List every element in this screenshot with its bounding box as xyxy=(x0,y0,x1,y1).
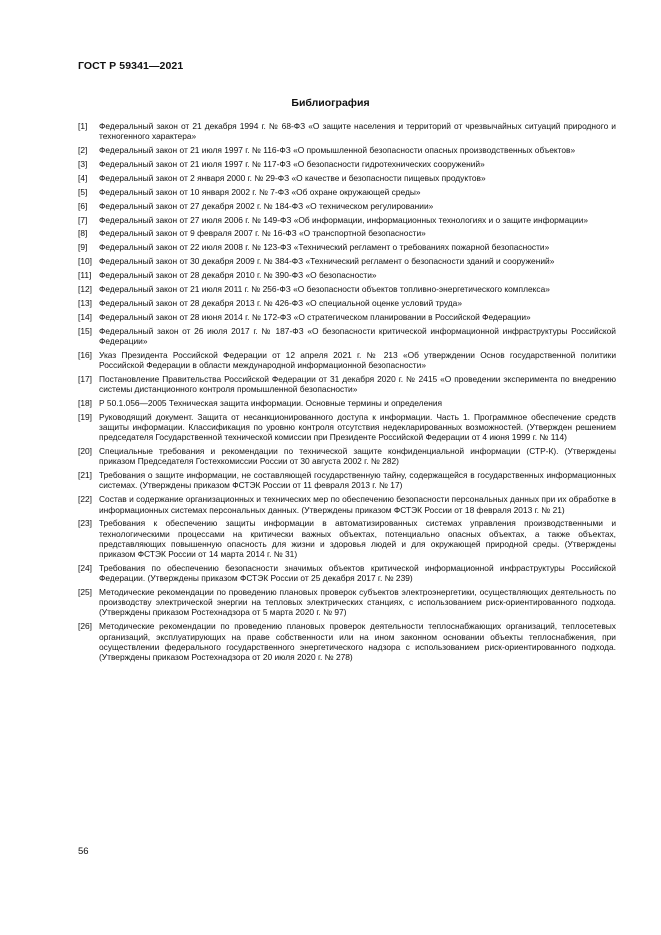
bibliography-list xyxy=(78,121,616,666)
entry-text: Специальные требования и рекомендации по технической защите конфиденциальной информации (СТР-К). (Утверждены приказом Председателя Гостехкомиссии России от 30 августа 2002 г. № 282) xyxy=(99,446,616,467)
entry-text: Федеральный закон от 21 декабря 1994 г. № 68-ФЗ «О защите населения и территорий от чрезвычайных ситуаций природного и техногенного характера» xyxy=(99,121,616,142)
entry-number: [1] xyxy=(78,121,88,131)
bibliography-entry-6 xyxy=(78,201,616,211)
entry-number: [10] xyxy=(78,256,92,267)
page-title: Библиография xyxy=(291,97,370,109)
page-number: 56 xyxy=(78,846,89,857)
entry-text: Требования по обеспечению безопасности значимых объектов критической информационной инфраструктуры Российской Федерации. (Утверждены приказом ФСТЭК России от 25 декабря 2017 г. № 239) xyxy=(99,562,616,584)
bibliography-entry-16 xyxy=(78,350,616,370)
entry-text: Методические рекомендации по проведению плановых проверок субъектов электроэнергетики, осуществляющих деятельность по производству электрической энергии на тепловых электрических станциях, с использованием риск-ориентированного подхода. (Утверждены приказом Ростехнадзора от 5 марта 2020 г. № 97) xyxy=(99,587,616,618)
entry-number: [25] xyxy=(78,587,92,598)
entry-number: [4] xyxy=(78,172,88,183)
bibliography-entry-17 xyxy=(78,374,616,394)
entry-number: [11] xyxy=(78,270,92,281)
bibliography-entry-24 xyxy=(78,563,616,583)
entry-text: Федеральный закон от 27 декабря 2002 г. № 184-ФЗ «О техническом регулировании» xyxy=(99,200,434,211)
entry-number: [18] xyxy=(78,397,92,408)
bibliography-entry-10 xyxy=(78,256,616,266)
entry-text: Р 50.1.056—2005 Техническая защита информации. Основные термины и определения xyxy=(99,397,443,408)
entry-number: [12] xyxy=(78,284,92,294)
entry-number: [15] xyxy=(78,325,92,336)
bibliography-entry-23 xyxy=(78,518,616,559)
entry-number: [6] xyxy=(78,200,88,211)
bibliography-entry-11 xyxy=(78,270,616,280)
bibliography-entry-12 xyxy=(78,284,616,294)
bibliography-entry-15 xyxy=(78,326,616,346)
entry-text: Руководящий документ. Защита от несанкционированного доступа к информации. Часть 1. Программное обеспечение средств защиты информации. Классификация по уровню контроля отсутствия недекларированных возможностей. (Утвержден решением председателя Государственной технической комиссии при Президенте Российской Федерации от 4 июня 1999 г. № 114) xyxy=(99,411,616,443)
entry-number: [16] xyxy=(78,349,92,360)
entry-text: Требования о защите информации, не составляющей государственную тайну, содержащейся в государственных информационных системах. (Утверждены приказом ФСТЭК России от 11 февраля 2013 г. № 17) xyxy=(99,470,616,491)
bibliography-entry-1 xyxy=(78,121,616,141)
entry-number: [19] xyxy=(78,411,92,422)
entry-text: Федеральный закон от 26 июля 2017 г. № 187-ФЗ «О безопасности критической информационной инфраструктуры Российской Федерации» xyxy=(99,325,616,346)
bibliography-entry-21 xyxy=(78,470,616,490)
entry-text: Федеральный закон от 9 февраля 2007 г. № 16-ФЗ «О транспортной безопасности» xyxy=(99,228,426,239)
bibliography-entry-7 xyxy=(78,215,616,225)
entry-text: Федеральный закон от 2 января 2000 г. № 29-ФЗ «О качестве и безопасности пищевых продуктов» xyxy=(99,172,486,183)
bibliography-entry-18 xyxy=(78,398,616,408)
entry-number: [5] xyxy=(78,186,88,197)
entry-number: [7] xyxy=(78,214,88,225)
bibliography-entry-20 xyxy=(78,446,616,466)
entry-text: Федеральный закон от 28 июня 2014 г. № 172-ФЗ «О стратегическом планировании в Российской Федерации» xyxy=(99,311,531,322)
entry-number: [21] xyxy=(78,470,92,481)
entry-number: [2] xyxy=(78,145,88,156)
entry-text: Федеральный закон от 28 декабря 2010 г. № 390-ФЗ «О безопасности» xyxy=(99,270,377,281)
entry-text: Федеральный закон от 22 июля 2008 г. № 123-ФЗ «Технический регламент о требованиях пожарной безопасности» xyxy=(99,242,550,253)
entry-text: Требования к обеспечению защиты информации в автоматизированных системах управления производственными и технологическими процессами на критически важных объектах, потенциально опасных объектах, а также объектах, представляющих повышенную опасность для жизни и здоровья людей и для окружающей природной среды. (Утверждены приказом ФСТЭК России от 14 марта 2014 г. № 31) xyxy=(99,518,616,560)
entry-text: Федеральный закон от 10 января 2002 г. № 7-ФЗ «Об охране окружающей среды» xyxy=(99,186,421,197)
entry-number: [24] xyxy=(78,562,92,573)
bibliography-entry-22 xyxy=(78,494,616,514)
entry-text: Федеральный закон от 21 июля 1997 г. № 117-ФЗ «О безопасности гидротехнических сооружений» xyxy=(99,158,485,169)
entry-number: [17] xyxy=(78,373,92,384)
entry-text: Федеральный закон от 21 июля 2011 г. № 256-ФЗ «О безопасности объектов топливно-энергетического комплекса» xyxy=(99,284,550,294)
bibliography-entry-4 xyxy=(78,173,616,183)
entry-text: Постановление Правительства Российской Федерации от 31 декабря 2020 г. № 2415 «О проведении эксперимента по внедрению системы дистанционного контроля промышленной безопасности» xyxy=(99,373,616,395)
entry-text: Федеральный закон от 21 июля 1997 г. № 116-ФЗ «О промышленной безопасности опасных производственных объектов» xyxy=(99,145,576,156)
bibliography-entry-8 xyxy=(78,228,616,238)
entry-number: [22] xyxy=(78,494,92,505)
entry-number: [13] xyxy=(78,297,92,308)
bibliography-entry-3 xyxy=(78,159,616,169)
bibliography-entry-5 xyxy=(78,187,616,197)
entry-number: [26] xyxy=(78,621,92,632)
entry-text: Указ Президента Российской Федерации от 12 апреля 2021 г. № 213 «Об утверждении Основ государственной политики Российской Федерации в области международной информационной безопасности» xyxy=(99,349,616,370)
entry-number: [8] xyxy=(78,228,88,239)
bibliography-entry-26 xyxy=(78,621,616,662)
bibliography-entry-19 xyxy=(78,412,616,443)
entry-number: [14] xyxy=(78,311,92,322)
entry-text: Федеральный закон от 28 декабря 2013 г. № 426-ФЗ «О специальной оценке условий труда» xyxy=(99,297,462,308)
entry-number: [3] xyxy=(78,158,88,169)
bibliography-entry-25 xyxy=(78,587,616,618)
bibliography-entry-9 xyxy=(78,242,616,252)
bibliography-entry-2 xyxy=(78,145,616,155)
entry-text: Федеральный закон от 30 декабря 2009 г. № 384-ФЗ «Технический регламент о безопасности зданий и сооружений» xyxy=(99,256,555,267)
entry-number: [20] xyxy=(78,446,92,457)
entry-text: Федеральный закон от 27 июля 2006 г. № 149-ФЗ «Об информации, информационных технологиях и о защите информации» xyxy=(99,214,589,225)
entry-number: [9] xyxy=(78,242,88,253)
entry-text: Методические рекомендации по проведению плановых проверок деятельности теплоснабжающих организаций, теплосетевых организаций, эксплуатирующих на праве собственности или на ином законном основании объекты теплоснабжения, при осуществлении федерального государственного энергетического надзора с использованием риск-ориентированного подхода. (Утверждены приказом Ростехнадзора от 20 июля 2020 г. № 278) xyxy=(99,621,616,662)
entry-text: Состав и содержание организационных и технических мер по обеспечению безопасности персональных данных при их обработке в информационных системах персональных данных. (Утверждены приказом ФСТЭК России от 18 февраля 2013 г. № 21) xyxy=(99,494,616,515)
bibliography-entry-14 xyxy=(78,312,616,322)
document-code-header: ГОСТ Р 59341—2021 xyxy=(78,60,184,72)
bibliography-entry-13 xyxy=(78,298,616,308)
entry-number: [23] xyxy=(78,518,92,529)
